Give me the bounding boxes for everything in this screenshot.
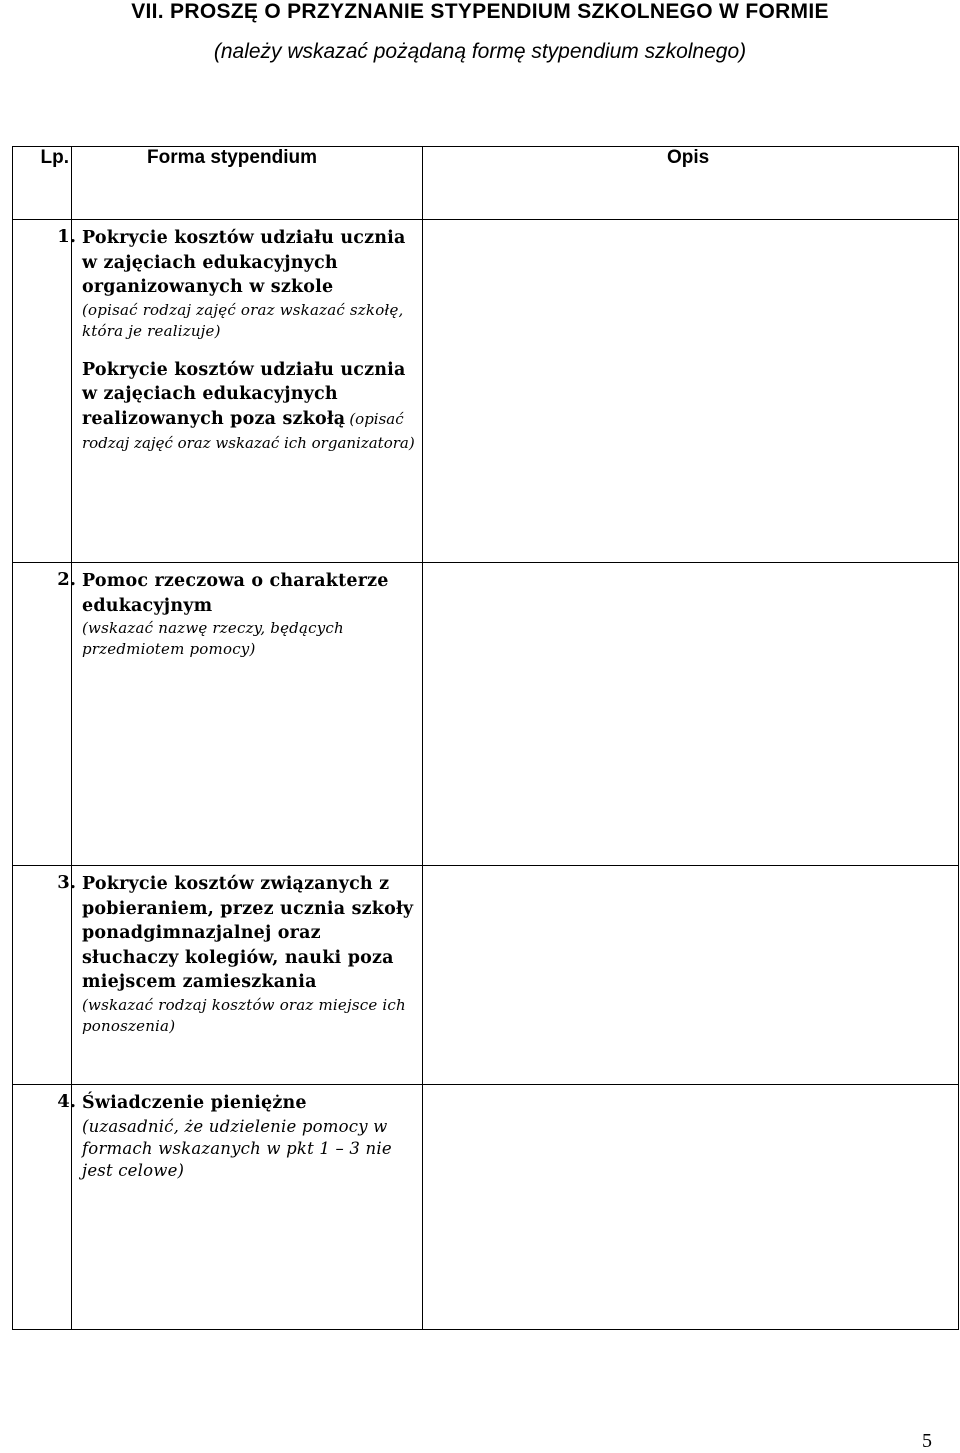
description-input-cell[interactable] [423, 1085, 959, 1330]
row-number: 3. [13, 866, 72, 1085]
table-row [13, 220, 959, 563]
section-subtitle: (należy wskazać pożądaną formę stypendium szkolnego) [213, 40, 747, 63]
header-lp: Lp. [13, 147, 72, 220]
header-forma-stypendium: Forma stypendium [72, 147, 423, 220]
row-number: 2. [13, 563, 72, 866]
form-instructions: (wskazać nazwę rzeczy, będących przedmiotem pomocy) [82, 619, 344, 658]
description-input-cell[interactable] [423, 866, 959, 1085]
description-input-cell[interactable] [423, 563, 959, 866]
section-title: VII. PROSZĘ O PRZYZNANIE STYPENDIUM SZKOLNEGO W FORMIE [131, 0, 829, 23]
form-title: Pokrycie kosztów związanych z pobieraniem, przez ucznia szkoły ponadgimnazjalnej oraz słuchaczy kolegiów, nauki poza miejscem zamieszkania [82, 874, 414, 992]
row-number: 1. [13, 220, 72, 563]
table-row [13, 563, 959, 866]
form-instructions: (uzasadnić, że udzielenie pomocy w formach wskazanych w pkt 1 – 3 nie jest celowe) [82, 1116, 392, 1180]
header-opis: Opis [423, 147, 959, 220]
form-instructions: (opisać rodzaj zajęć oraz wskazać szkołę, która je realizuje) [82, 300, 404, 340]
form-instructions: (wskazać rodzaj kosztów oraz miejsce ich ponoszenia) [82, 995, 406, 1035]
scholarship-form-table [12, 146, 959, 1330]
table-row [13, 1085, 959, 1330]
page-number: 5 [922, 1430, 932, 1452]
row-description [72, 563, 423, 866]
form-title: Pomoc rzeczowa o charakterze edukacyjnym [82, 571, 389, 616]
table-header-row [13, 147, 959, 220]
form-title: Świadczenie pieniężne [82, 1093, 307, 1113]
row-number: 4. [13, 1085, 72, 1330]
row-description [72, 220, 423, 563]
table-row [13, 866, 959, 1085]
form-instructions: (opisać rodzaj zajęć oraz wskazać ich organizatora) [82, 409, 415, 452]
description-input-cell[interactable] [423, 220, 959, 563]
row-description [72, 866, 423, 1085]
form-title: Pokrycie kosztów udziału ucznia w zajęciach edukacyjnych realizowanych poza szkołą [82, 359, 406, 429]
row-description [72, 1085, 423, 1330]
form-title: Pokrycie kosztów udziału ucznia w zajęciach edukacyjnych organizowanych w szkole [82, 228, 406, 297]
